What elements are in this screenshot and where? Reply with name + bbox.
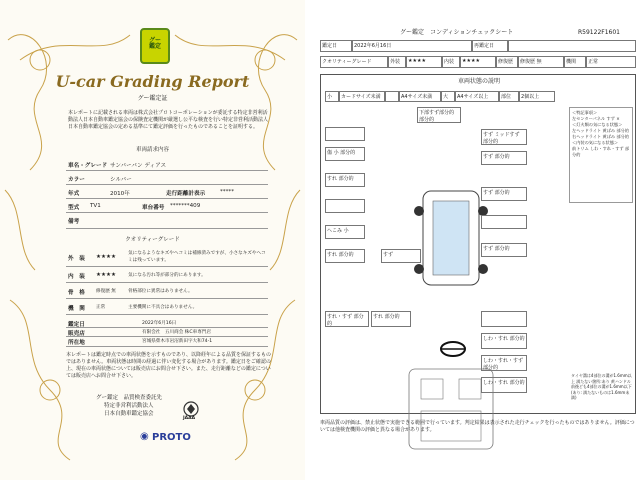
report-title: U-car Grading Report	[55, 72, 250, 91]
grade-ext-label: 外 装	[68, 256, 85, 262]
table-row	[66, 212, 268, 229]
size-small: 小	[327, 94, 333, 100]
callout-text: すれ 部分的	[327, 176, 354, 182]
date-label: 鑑定日	[322, 43, 338, 49]
jaaa-text: JAAA	[183, 416, 196, 421]
note-line: 左ヘッドライト 黄ばみ 部分的	[572, 128, 629, 133]
engine-value: 正常	[588, 59, 599, 65]
grade-int-text: 気になる汚れ等が部分的にあります。	[128, 273, 206, 278]
date-value-cell	[352, 40, 472, 52]
date-label: 鑑定日	[68, 322, 85, 328]
callout-text: すず	[383, 252, 394, 258]
section-vehicle-title: 車両請求内容	[135, 147, 169, 153]
int-label: 内装	[444, 59, 455, 65]
callout-box	[481, 333, 527, 349]
proto-text: PROTO	[152, 432, 191, 443]
parts-value: 2個以上	[521, 94, 540, 100]
callout-box	[481, 377, 527, 393]
callout-text: すれ・すず 部分的	[327, 314, 364, 327]
note-line: ＜内装の気になる状態＞	[572, 140, 619, 145]
ext-value: ★★★★	[408, 58, 426, 64]
condition-sheet	[320, 30, 636, 442]
shop-value: 有限会社 五川商会 株C車専門店	[142, 330, 211, 335]
vehicle-name-value: サンバーバン ディアス	[110, 163, 167, 169]
size-mid-desc-cell	[399, 91, 441, 102]
badge-text: グー 鑑定	[148, 37, 161, 50]
note-line: 右ヘッドライト 黄ばみ 部分的	[572, 134, 629, 139]
repair-label: 修復歴	[498, 59, 514, 65]
diagram-title: 車両状態の説明	[457, 78, 500, 85]
callout-box	[371, 311, 411, 327]
callout-box	[325, 249, 365, 263]
callout-text: すず 部分的	[483, 246, 510, 252]
chassis-label: 車台番号	[142, 205, 165, 211]
callout-box	[481, 243, 527, 257]
size-mid-desc: A4サイズ未満	[401, 94, 433, 100]
size-small-cell	[325, 91, 339, 102]
goo-badge	[140, 28, 170, 64]
size-large-cell	[441, 91, 455, 102]
disclaimer-text: 本レポートは鑑定時点での車両状態を示すものであり、以降経年による品質を保証するものではありません。車両状態は時間の経過に伴い変化する場合があります。鑑定日をご確認の上、現在の車両状態については販売店にお問合せ下さい。また、走行距離などの鑑定については販売店へお問合せ下さい。	[66, 352, 272, 379]
parts-label: 部位	[501, 94, 512, 100]
table-row	[66, 282, 268, 299]
callout-box	[481, 215, 527, 229]
int-label-cell	[442, 56, 460, 68]
repair-value-cell	[518, 56, 564, 68]
color-label: カラー	[68, 177, 85, 183]
table-row	[66, 298, 268, 315]
certificate-panel	[0, 0, 305, 480]
table-row	[66, 170, 268, 185]
callout-text: すず ミッドすず 部分的	[483, 132, 520, 145]
callout-text: しわ・すれ 部分的	[483, 336, 525, 342]
vehicle-name-label: 車名・グレード	[68, 163, 108, 169]
grade-ext-stars: ★★★★	[96, 254, 117, 260]
callout-box	[481, 151, 527, 165]
sheet-title: グー鑑定 コンディションチェックシート	[400, 29, 514, 36]
date-value: 2022年6月16日	[354, 43, 392, 49]
engine-label-cell	[564, 56, 586, 68]
callout-box	[417, 107, 461, 123]
signature-line-3: 日本自動車鑑定協会	[104, 411, 154, 417]
grade-table	[66, 246, 268, 316]
grade-engine-text: 主要機関に不具合はありません。	[128, 305, 198, 310]
note-line: 前トリム しわ・すれ・すず 部分的	[572, 146, 630, 157]
note-line: ＜特記事項＞	[572, 110, 598, 115]
callout-text: へこみ 小	[327, 228, 349, 234]
callout-text: しわ・すれ 部分的	[483, 380, 525, 386]
callout-text: しわ・すれ・すず 部分的	[483, 358, 524, 371]
table-row	[66, 156, 268, 171]
quality-label-cell	[320, 56, 388, 68]
int-value-cell	[460, 56, 496, 68]
steering-wheel-icon	[439, 339, 467, 359]
repair-label-cell	[496, 56, 518, 68]
grade-frame-text: 骨格部位に異常はありません。	[128, 289, 193, 294]
int-value: ★★★★	[462, 58, 480, 64]
grade-engine-stars: 正常	[96, 305, 106, 310]
callout-text: すれ 部分的	[373, 314, 400, 320]
notes-box	[569, 107, 633, 203]
footer-note: 車両品質の評価は、禁止状態で実施できる範囲で行っています。判定結果は表示された走行チェックを行ったものではありません。評価については他検査機関の評価と異なる場合があります。	[320, 420, 635, 433]
mileage-value: *****	[220, 189, 234, 195]
callout-text: 下部すず部分的 部分的	[419, 110, 455, 123]
callout-box	[325, 311, 369, 327]
address-label: 所在地	[68, 340, 85, 346]
callout-text: すれ 部分的	[327, 252, 354, 258]
car-top-diagram	[411, 183, 491, 293]
table-row	[66, 336, 268, 347]
section-grade-title: クオリティーグレード	[125, 237, 180, 243]
grade-int-label: 内 装	[68, 274, 85, 280]
date-label-cell	[320, 40, 352, 52]
year-value: 2010年	[110, 191, 130, 197]
grade-frame-label: 骨 格	[68, 290, 85, 296]
recheck-value-cell	[508, 40, 636, 52]
year-label: 年式	[68, 191, 80, 197]
repair-value: 修復歴 無	[520, 59, 542, 65]
ext-value-cell	[406, 56, 442, 68]
callout-text: 傷 小 部分的	[327, 150, 356, 156]
engine-value-cell	[586, 56, 636, 68]
diagram-frame	[320, 74, 636, 414]
callout-text: すず 部分的	[483, 154, 510, 160]
size-mid-cell	[385, 91, 399, 102]
shop-label: 販売店	[68, 331, 85, 337]
model-value: TV1	[90, 203, 101, 209]
grade-engine-label: 機 関	[68, 306, 85, 312]
callout-text: すず 部分的	[483, 190, 510, 196]
tire-note: タイヤ溝は4部位の溝が1.6mm以上 満たない箇所:あり 黄ハンドル 前後ども4部位の溝が1.6mm以下 (あり: 満たないものは1.6mm未満)	[571, 373, 632, 400]
table-row	[66, 198, 268, 213]
size-small-desc-cell	[339, 91, 385, 102]
model-label: 型式	[68, 205, 80, 211]
signature-line-1: グー鑑定 品質検査委託先	[96, 395, 163, 401]
grade-frame-stars: 修復歴 無	[96, 289, 116, 294]
sheet-code: R59122F1601	[578, 29, 620, 36]
ext-label: 外装	[390, 59, 401, 65]
quality-label: クオリティーグレード	[322, 59, 372, 65]
size-small-desc: カードサイズ未満	[341, 94, 381, 100]
vehicle-table	[66, 156, 268, 230]
date-value: 2022年6月16日	[142, 321, 177, 326]
table-row	[66, 184, 268, 199]
memo-label: 備考	[68, 219, 80, 225]
signature-line-2: 特定非営利活動法人	[104, 403, 154, 409]
note-line: ＜灯火類の気になる状態＞	[572, 122, 623, 127]
grade-ext-text: 気になるようなキズやヘコミは補修済みですが、小さなキズやヘコミは残っています。	[128, 251, 266, 263]
size-large-desc: A4サイズ以上	[457, 94, 489, 100]
callout-box	[481, 355, 527, 371]
callout-box	[481, 311, 527, 327]
callout-box	[325, 173, 365, 187]
parts-value-cell	[519, 91, 555, 102]
grade-int-stars: ★★★★	[96, 272, 117, 278]
callout-box	[481, 129, 527, 145]
recheck-label: 再鑑定日	[474, 43, 495, 49]
mileage-label: 走行距離計表示	[166, 191, 206, 197]
proto-mark-icon: ◉	[140, 431, 149, 442]
engine-label: 機関	[566, 59, 577, 65]
callout-box	[325, 127, 365, 141]
callout-box	[381, 249, 421, 263]
parts-label-cell	[499, 91, 519, 102]
callout-box	[481, 187, 527, 201]
address-value: 宮城県柴木市岩沼新田字大和74-1	[142, 339, 213, 344]
note-line: 左センターパネル すず ×	[572, 116, 620, 121]
table-row	[66, 266, 268, 283]
recheck-label-cell	[472, 40, 508, 52]
callout-box	[325, 225, 365, 239]
callout-box	[325, 147, 365, 161]
chassis-value: *******409	[170, 203, 201, 209]
table-row	[66, 246, 268, 267]
callout-box	[325, 199, 365, 213]
intro-text: 本レポートに記載される車両は株式会社プロトコーポレーションが委託する特定非営利活動法人日本自動車鑑定協会の保険査定機関が厳選し公平な検査を行い特定非営利活動法人日本自動車鑑定協会の定める基準にて鑑定評価を行ったものであることを証明する。	[68, 110, 269, 130]
size-large-desc-cell	[455, 91, 499, 102]
dealer-table	[66, 318, 268, 348]
report-subtitle: グー鑑定証	[137, 95, 168, 102]
size-large: 大	[443, 94, 449, 100]
ext-label-cell	[388, 56, 406, 68]
jaaa-logo	[180, 400, 202, 422]
color-value: シルバー	[110, 177, 132, 183]
